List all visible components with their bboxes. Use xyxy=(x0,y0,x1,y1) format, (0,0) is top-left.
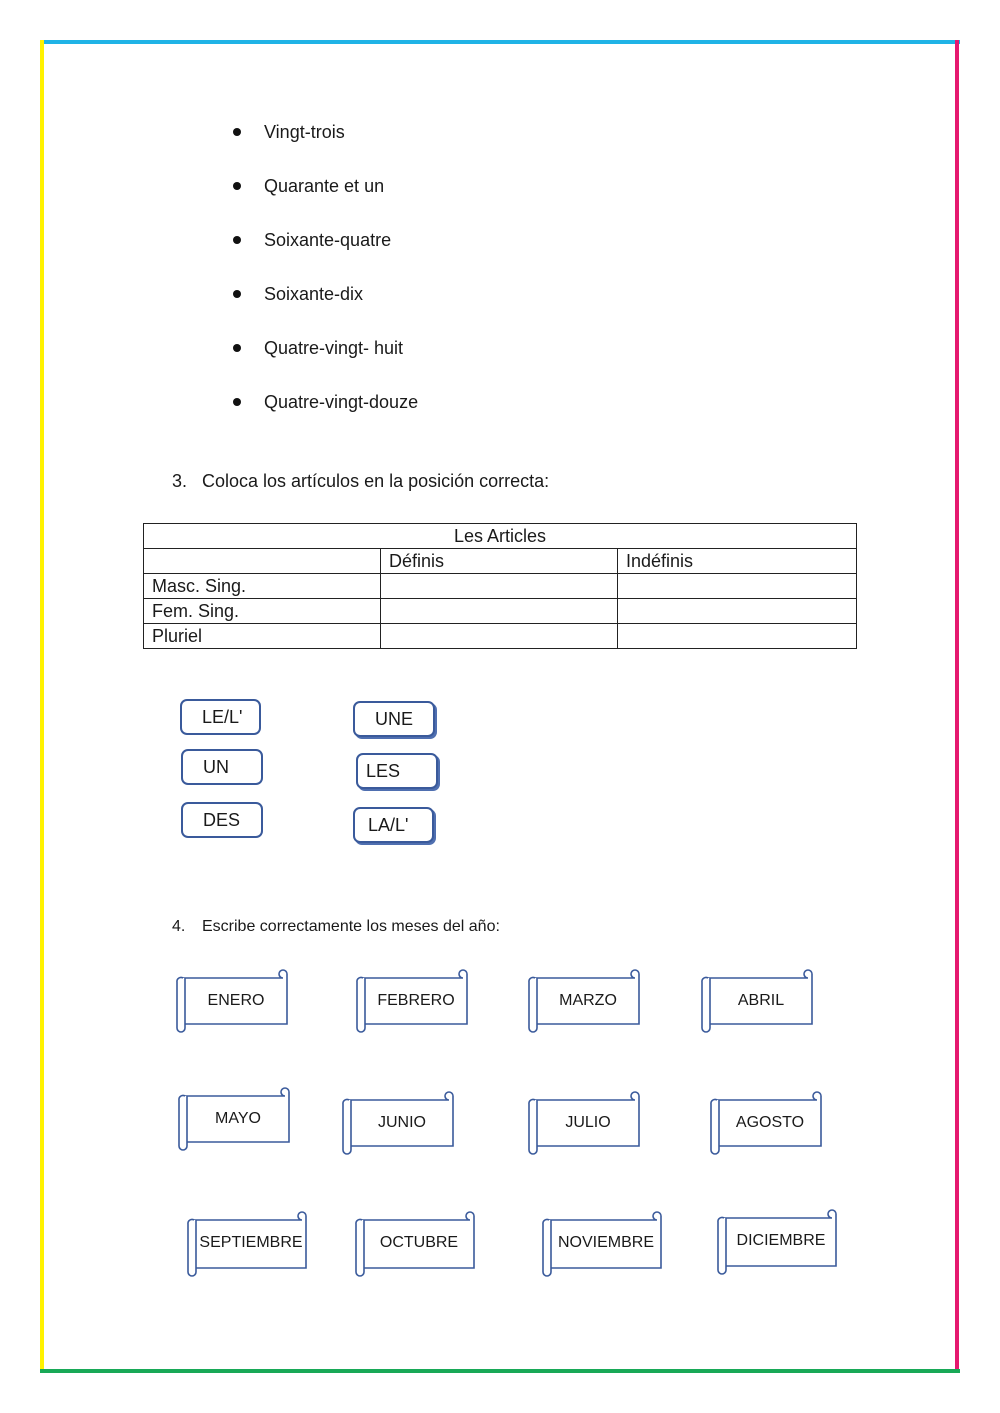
month-label: OCTUBRE xyxy=(379,1234,459,1251)
bullet-icon xyxy=(233,182,241,190)
drop-cell-indefinis[interactable] xyxy=(618,624,857,649)
table-title: Les Articles xyxy=(144,524,857,549)
list-item xyxy=(230,388,418,442)
bullet-icon xyxy=(233,128,241,136)
frame-border-right xyxy=(955,40,959,1373)
month-label: DICIEMBRE xyxy=(736,1232,826,1249)
month-label: FEBRERO xyxy=(377,992,455,1009)
section-instruction: Coloca los artículos en la posición correcta: xyxy=(202,471,550,491)
article-chip-des[interactable]: DES xyxy=(181,802,263,838)
list-item-text: Vingt-trois xyxy=(264,122,345,142)
list-item xyxy=(230,172,418,226)
section-3-heading xyxy=(172,471,549,492)
month-label: JULIO xyxy=(565,1114,611,1131)
table-row xyxy=(144,599,857,624)
list-item-text: Quatre-vingt- huit xyxy=(264,338,404,358)
drop-cell-indefinis[interactable] xyxy=(618,574,857,599)
table-row xyxy=(144,624,857,649)
month-label: MARZO xyxy=(559,992,617,1009)
bullet-icon xyxy=(233,398,241,406)
month-label: ENERO xyxy=(207,992,265,1009)
table-row xyxy=(144,574,857,599)
bullet-icon xyxy=(233,236,241,244)
article-chip-la[interactable]: LA/L' xyxy=(353,807,434,843)
frame-border-left xyxy=(40,40,44,1373)
drop-cell-indefinis[interactable] xyxy=(618,599,857,624)
article-chip-le[interactable]: LE/L' xyxy=(180,699,261,735)
frame-border-top xyxy=(40,40,960,44)
list-item-text: Soixante-quatre xyxy=(264,230,392,250)
article-chip-une[interactable]: UNE xyxy=(353,701,435,737)
list-item xyxy=(230,280,418,334)
month-label: NOVIEMBRE xyxy=(557,1234,654,1251)
section-4-heading xyxy=(172,918,500,936)
section-number: 3. xyxy=(172,471,188,491)
month-card-abril[interactable] xyxy=(700,968,816,1028)
month-card-marzo[interactable] xyxy=(527,968,643,1028)
bullet-icon xyxy=(233,290,241,298)
month-label: ABRIL xyxy=(737,992,785,1009)
month-card-agosto[interactable] xyxy=(709,1090,825,1150)
month-card-septiembre[interactable] xyxy=(186,1210,310,1270)
numbers-bullet-list xyxy=(230,118,418,442)
month-card-octubre[interactable] xyxy=(354,1210,478,1270)
section-instruction: Escribe correctamente los meses del año: xyxy=(202,918,500,935)
month-label: MAYO xyxy=(215,1110,261,1127)
list-item xyxy=(230,226,418,280)
articles-table xyxy=(143,523,857,649)
month-card-noviembre[interactable] xyxy=(541,1210,665,1270)
table-header-cell xyxy=(144,549,381,574)
table-header-row xyxy=(144,549,857,574)
table-header-cell: Définis xyxy=(381,549,618,574)
bullet-icon xyxy=(233,344,241,352)
article-chip-les[interactable]: LES xyxy=(356,753,438,789)
month-card-mayo[interactable] xyxy=(177,1086,293,1146)
row-label: Fem. Sing. xyxy=(144,599,381,624)
row-label: Masc. Sing. xyxy=(144,574,381,599)
row-label: Pluriel xyxy=(144,624,381,649)
month-card-julio[interactable] xyxy=(527,1090,643,1150)
month-label: AGOSTO xyxy=(735,1114,805,1131)
frame-border-bottom xyxy=(40,1369,960,1373)
list-item-text: Quarante et un xyxy=(264,176,385,196)
table-header-cell: Indéfinis xyxy=(618,549,857,574)
month-label: JUNIO xyxy=(378,1114,426,1131)
month-card-febrero[interactable] xyxy=(355,968,471,1028)
list-item xyxy=(230,118,418,172)
month-card-diciembre[interactable] xyxy=(716,1208,840,1268)
section-number: 4. xyxy=(172,918,186,935)
article-chip-un[interactable]: UN xyxy=(181,749,263,785)
month-card-enero[interactable] xyxy=(175,968,291,1028)
drop-cell-definis[interactable] xyxy=(381,624,618,649)
list-item-text: Quatre-vingt-douze xyxy=(264,392,419,412)
drop-cell-definis[interactable] xyxy=(381,599,618,624)
list-item-text: Soixante-dix xyxy=(264,284,364,304)
month-label: SEPTIEMBRE xyxy=(199,1234,303,1251)
list-item xyxy=(230,334,418,388)
drop-cell-definis[interactable] xyxy=(381,574,618,599)
month-card-junio[interactable] xyxy=(341,1090,457,1150)
